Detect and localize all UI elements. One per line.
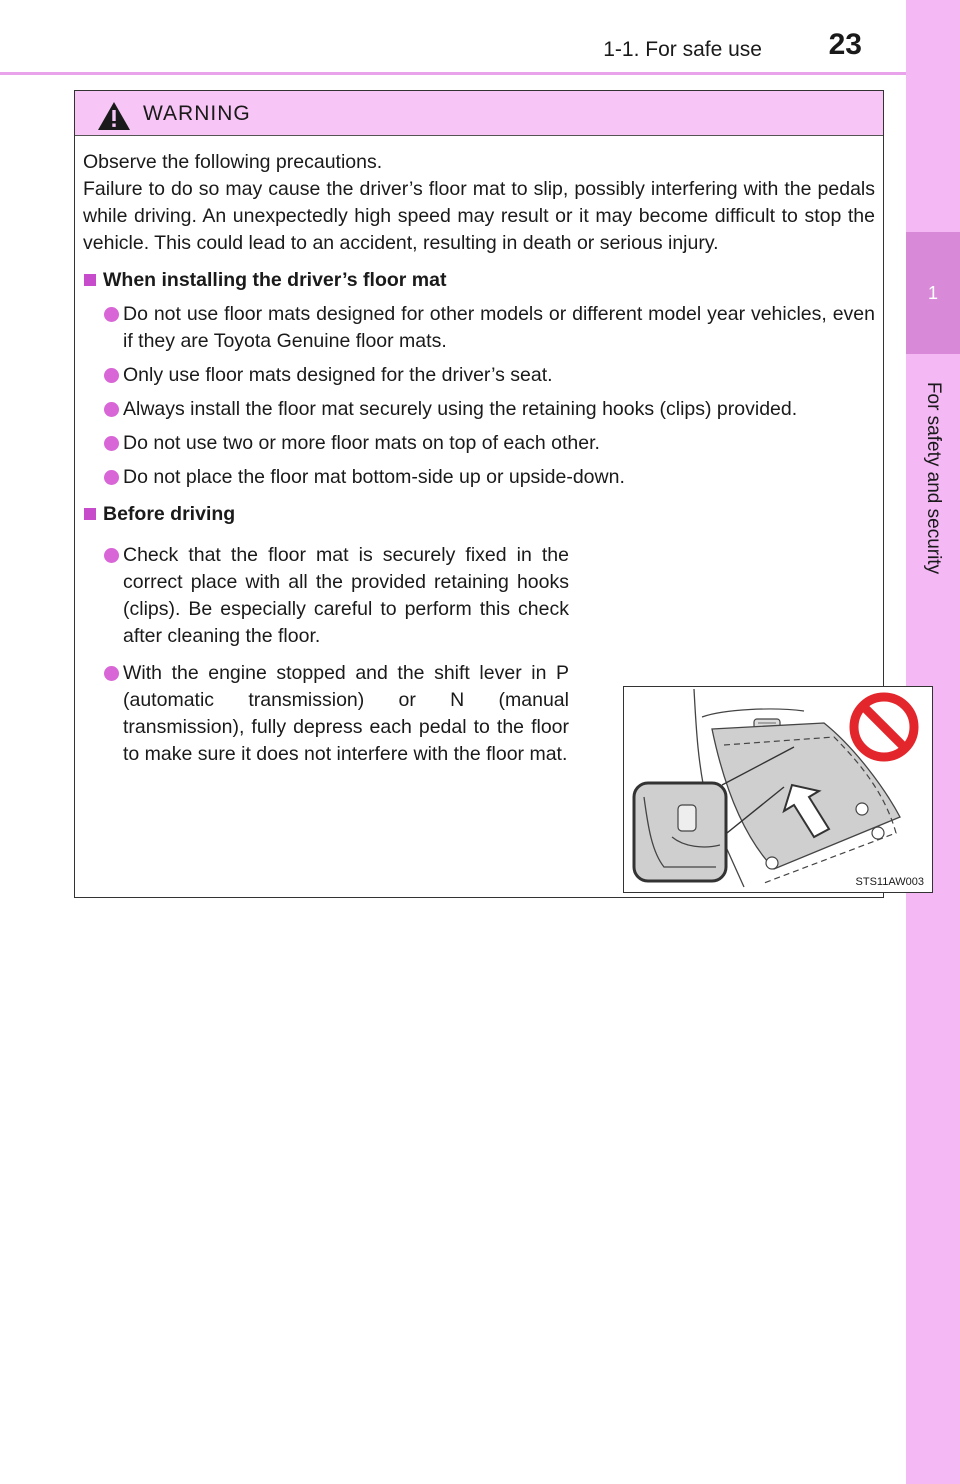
list-item: Always install the floor mat securely using the retaining hooks (clips) provided. — [83, 396, 875, 423]
list-item: Check that the floor mat is securely fixed in the correct place with all the provided retaining hooks (clips). Be especially careful to perform this check after cleaning the floor. — [83, 542, 569, 650]
bullet-dot-icon — [104, 307, 119, 322]
warning-intro-text: Failure to do so may cause the driver’s floor mat to slip, possibly interfering with the pedals while driving. An unexpectedly high speed may result or it may become difficult to stop the vehicle. This could lead to an accident, resulting in death or serious injury. — [83, 178, 875, 254]
subheading-before-driving — [83, 501, 875, 528]
chapter-number-tab: 1 — [906, 232, 960, 354]
warning-body — [83, 149, 875, 768]
square-bullet-icon — [84, 508, 96, 520]
figure-code: STS11AW003 — [855, 876, 924, 888]
square-bullet-icon — [84, 274, 96, 286]
chapter-title: For safety and security — [923, 381, 944, 575]
list-item: Do not place the floor mat bottom-side up or upside-down. — [83, 464, 875, 491]
header-divider — [0, 72, 906, 75]
bullet-dot-icon — [104, 402, 119, 417]
warning-intro-line: Observe the following precautions. — [83, 151, 383, 173]
warning-header — [75, 91, 883, 136]
list-item: With the engine stopped and the shift lever in P (automatic transmission) or N (manual transmission), fully depress each pedal to the floor to make sure it does not interfere with the floor mat. — [83, 660, 569, 768]
floor-mat-illustration — [623, 686, 933, 893]
page-header — [0, 28, 862, 66]
list-item: Only use floor mats designed for the driver’s seat. — [83, 362, 875, 389]
subheading-installing — [83, 267, 875, 294]
floor-mat-drawing — [624, 687, 931, 891]
page-number: 23 — [828, 28, 862, 61]
bullet-dot-icon — [104, 548, 119, 563]
list-item: Do not use floor mats designed for other models or different model year vehicles, even if they are Toyota Genuine floor mats. — [83, 301, 875, 355]
list-item: Do not use two or more floor mats on top of each other. — [83, 430, 875, 457]
bullet-dot-icon — [104, 470, 119, 485]
subheading-installing-text: When installing the driver’s floor mat — [103, 269, 447, 291]
section-title: 1-1. For safe use — [603, 38, 762, 61]
bullet-dot-icon — [104, 436, 119, 451]
warning-label: WARNING — [143, 102, 251, 125]
bullet-dot-icon — [104, 368, 119, 383]
warning-triangle-icon — [97, 101, 131, 131]
subheading-before-driving-text: Before driving — [103, 503, 236, 525]
bullet-dot-icon — [104, 666, 119, 681]
warning-box — [74, 90, 924, 898]
